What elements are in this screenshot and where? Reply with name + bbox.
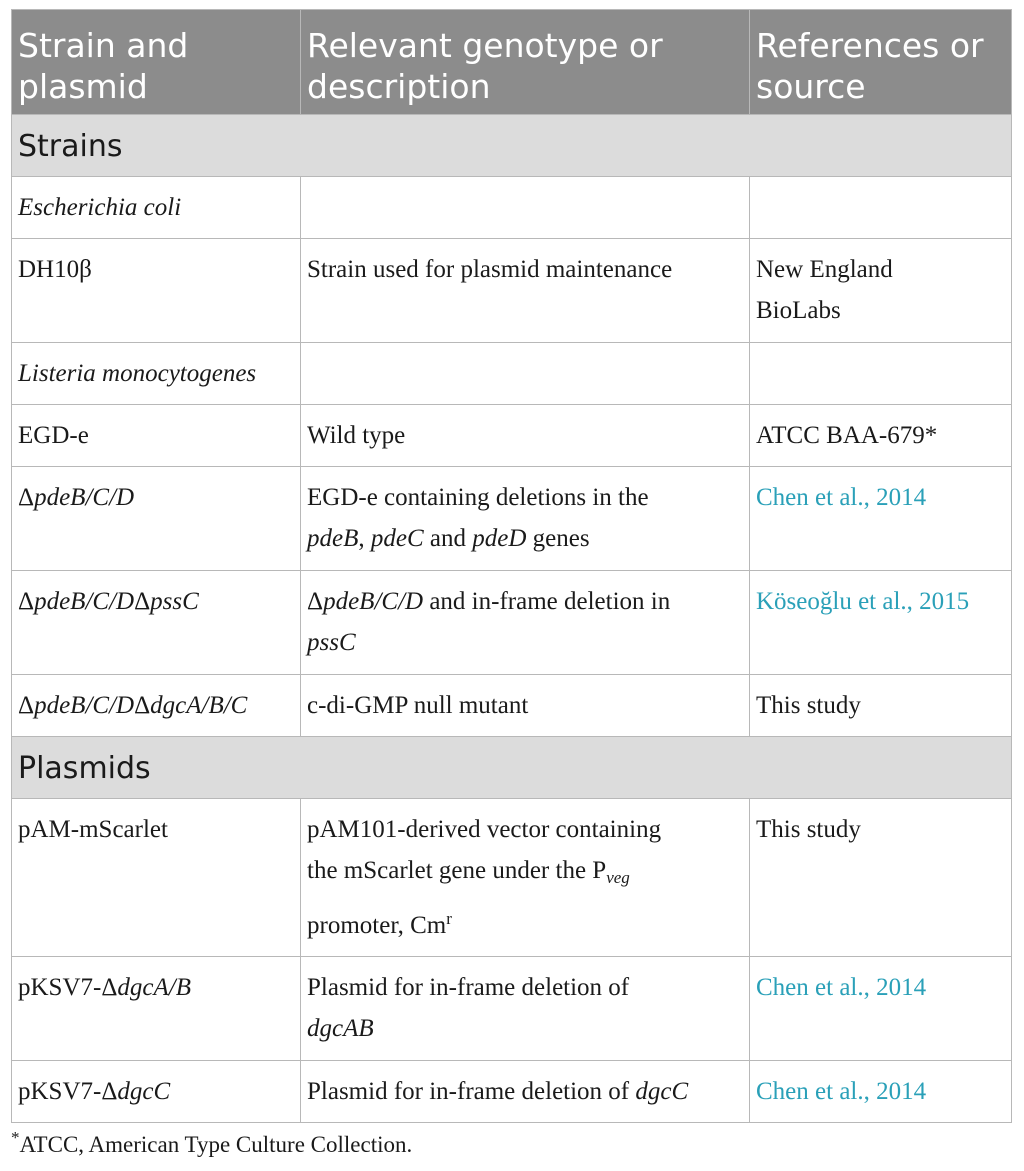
strain-cell: DH10β	[12, 239, 301, 343]
description-cell	[301, 467, 750, 571]
description-text: pAM101-derived vector containing	[307, 816, 662, 843]
empty-cell	[301, 343, 750, 405]
gene-name: dgcC	[635, 1078, 689, 1105]
table-footnote	[11, 1128, 412, 1158]
gene-name: pdeB/C/D	[34, 588, 135, 615]
reference-cell: ATCC BAA-679*	[750, 405, 1012, 467]
gene-name: dgcAB	[307, 1015, 374, 1042]
strain-cell: EGD-e	[12, 405, 301, 467]
section-row-plasmids	[12, 737, 1012, 799]
reference-link[interactable]: Köseoğlu et al., 2015	[756, 588, 970, 615]
gene-name: pdeD	[472, 525, 527, 552]
description-cell: Wild type	[301, 405, 750, 467]
empty-cell	[750, 177, 1012, 239]
table-row	[12, 571, 1012, 675]
reference-line: New England	[756, 256, 893, 283]
strain-cell	[12, 957, 301, 1061]
description-text: genes	[526, 525, 590, 552]
description-cell: Strain used for plasmid maintenance	[301, 239, 750, 343]
description-text: Plasmid for in-frame deletion of	[307, 974, 630, 1001]
reference-cell	[750, 467, 1012, 571]
section-label-strains: Strains	[12, 115, 1012, 177]
footnote-mark: *	[11, 1128, 20, 1147]
description-cell: c-di-GMP null mutant	[301, 675, 750, 737]
description-text: and	[423, 525, 473, 552]
strain-cell: pAM-mScarlet	[12, 799, 301, 957]
description-cell	[301, 799, 750, 957]
header-col1-line2: plasmid	[18, 67, 148, 106]
description-text: ,	[358, 525, 371, 552]
table-row	[12, 467, 1012, 571]
reference-cell	[750, 571, 1012, 675]
description-text: Plasmid for in-frame deletion of	[307, 1078, 636, 1105]
gene-name: pdeB/C/D	[34, 484, 135, 511]
header-col3-line1: References or	[756, 26, 984, 65]
table-header-row	[12, 10, 1012, 115]
gene-name: pdeB/C/D	[34, 692, 135, 719]
reference-cell	[750, 957, 1012, 1061]
strain-cell	[12, 675, 301, 737]
strain-cell	[12, 1061, 301, 1123]
gene-name: pdeB/C/D	[323, 588, 424, 615]
table-row	[12, 177, 1012, 239]
organism-listeria-monocytogenes: Listeria monocytogenes	[12, 343, 301, 405]
section-row-strains	[12, 115, 1012, 177]
delta-symbol: Δ	[18, 484, 35, 511]
reference-link[interactable]: Chen et al., 2014	[756, 484, 927, 511]
header-col3-line2: source	[756, 67, 866, 106]
header-genotype-description	[301, 10, 750, 115]
delta-symbol: Δ	[307, 588, 324, 615]
strain-cell	[12, 467, 301, 571]
footnote-text: ATCC, American Type Culture Collection.	[19, 1132, 413, 1157]
table-row	[12, 239, 1012, 343]
header-col1-line1: Strain and	[18, 26, 189, 65]
description-text: EGD-e containing deletions in the	[307, 484, 649, 511]
delta-symbol: Δ	[18, 588, 35, 615]
strains-plasmids-table	[11, 9, 1012, 1123]
organism-escherichia-coli: Escherichia coli	[12, 177, 301, 239]
reference-cell	[750, 239, 1012, 343]
table-row	[12, 343, 1012, 405]
header-col2-line2: description	[307, 67, 491, 106]
header-col2-line1: Relevant genotype or	[307, 26, 663, 65]
reference-link[interactable]: Chen et al., 2014	[756, 1078, 927, 1105]
gene-name: pssC	[307, 629, 356, 656]
subscript-text: veg	[606, 868, 630, 887]
description-cell	[301, 957, 750, 1061]
delta-symbol: Δ	[134, 692, 151, 719]
table-row	[12, 799, 1012, 957]
table-row	[12, 405, 1012, 467]
description-cell	[301, 1061, 750, 1123]
reference-line: BioLabs	[756, 297, 841, 324]
description-cell	[301, 571, 750, 675]
gene-name: dgcA/B/C	[150, 692, 248, 719]
header-references-source	[750, 10, 1012, 115]
table-row	[12, 675, 1012, 737]
description-text: and in-frame deletion in	[423, 588, 671, 615]
reference-link[interactable]: Chen et al., 2014	[756, 974, 927, 1001]
plasmid-name: pKSV7-Δ	[18, 1078, 118, 1105]
superscript-text: r	[446, 909, 452, 928]
reference-cell: This study	[750, 675, 1012, 737]
gene-name: pdeC	[370, 525, 424, 552]
reference-cell	[750, 1061, 1012, 1123]
delta-symbol: Δ	[134, 588, 151, 615]
header-strain-and-plasmid	[12, 10, 301, 115]
table-row	[12, 1061, 1012, 1123]
gene-name: pdeB	[307, 525, 359, 552]
empty-cell	[301, 177, 750, 239]
description-text: the mScarlet gene under the P	[307, 857, 607, 884]
plasmid-name: pKSV7-Δ	[18, 974, 118, 1001]
gene-name: dgcC	[117, 1078, 171, 1105]
gene-name: dgcA/B	[117, 974, 192, 1001]
section-label-plasmids: Plasmids	[12, 737, 1012, 799]
strain-cell	[12, 571, 301, 675]
table-row	[12, 957, 1012, 1061]
empty-cell	[750, 343, 1012, 405]
reference-cell: This study	[750, 799, 1012, 957]
delta-symbol: Δ	[18, 692, 35, 719]
gene-name: pssC	[150, 588, 199, 615]
description-text: promoter, Cm	[307, 912, 447, 939]
